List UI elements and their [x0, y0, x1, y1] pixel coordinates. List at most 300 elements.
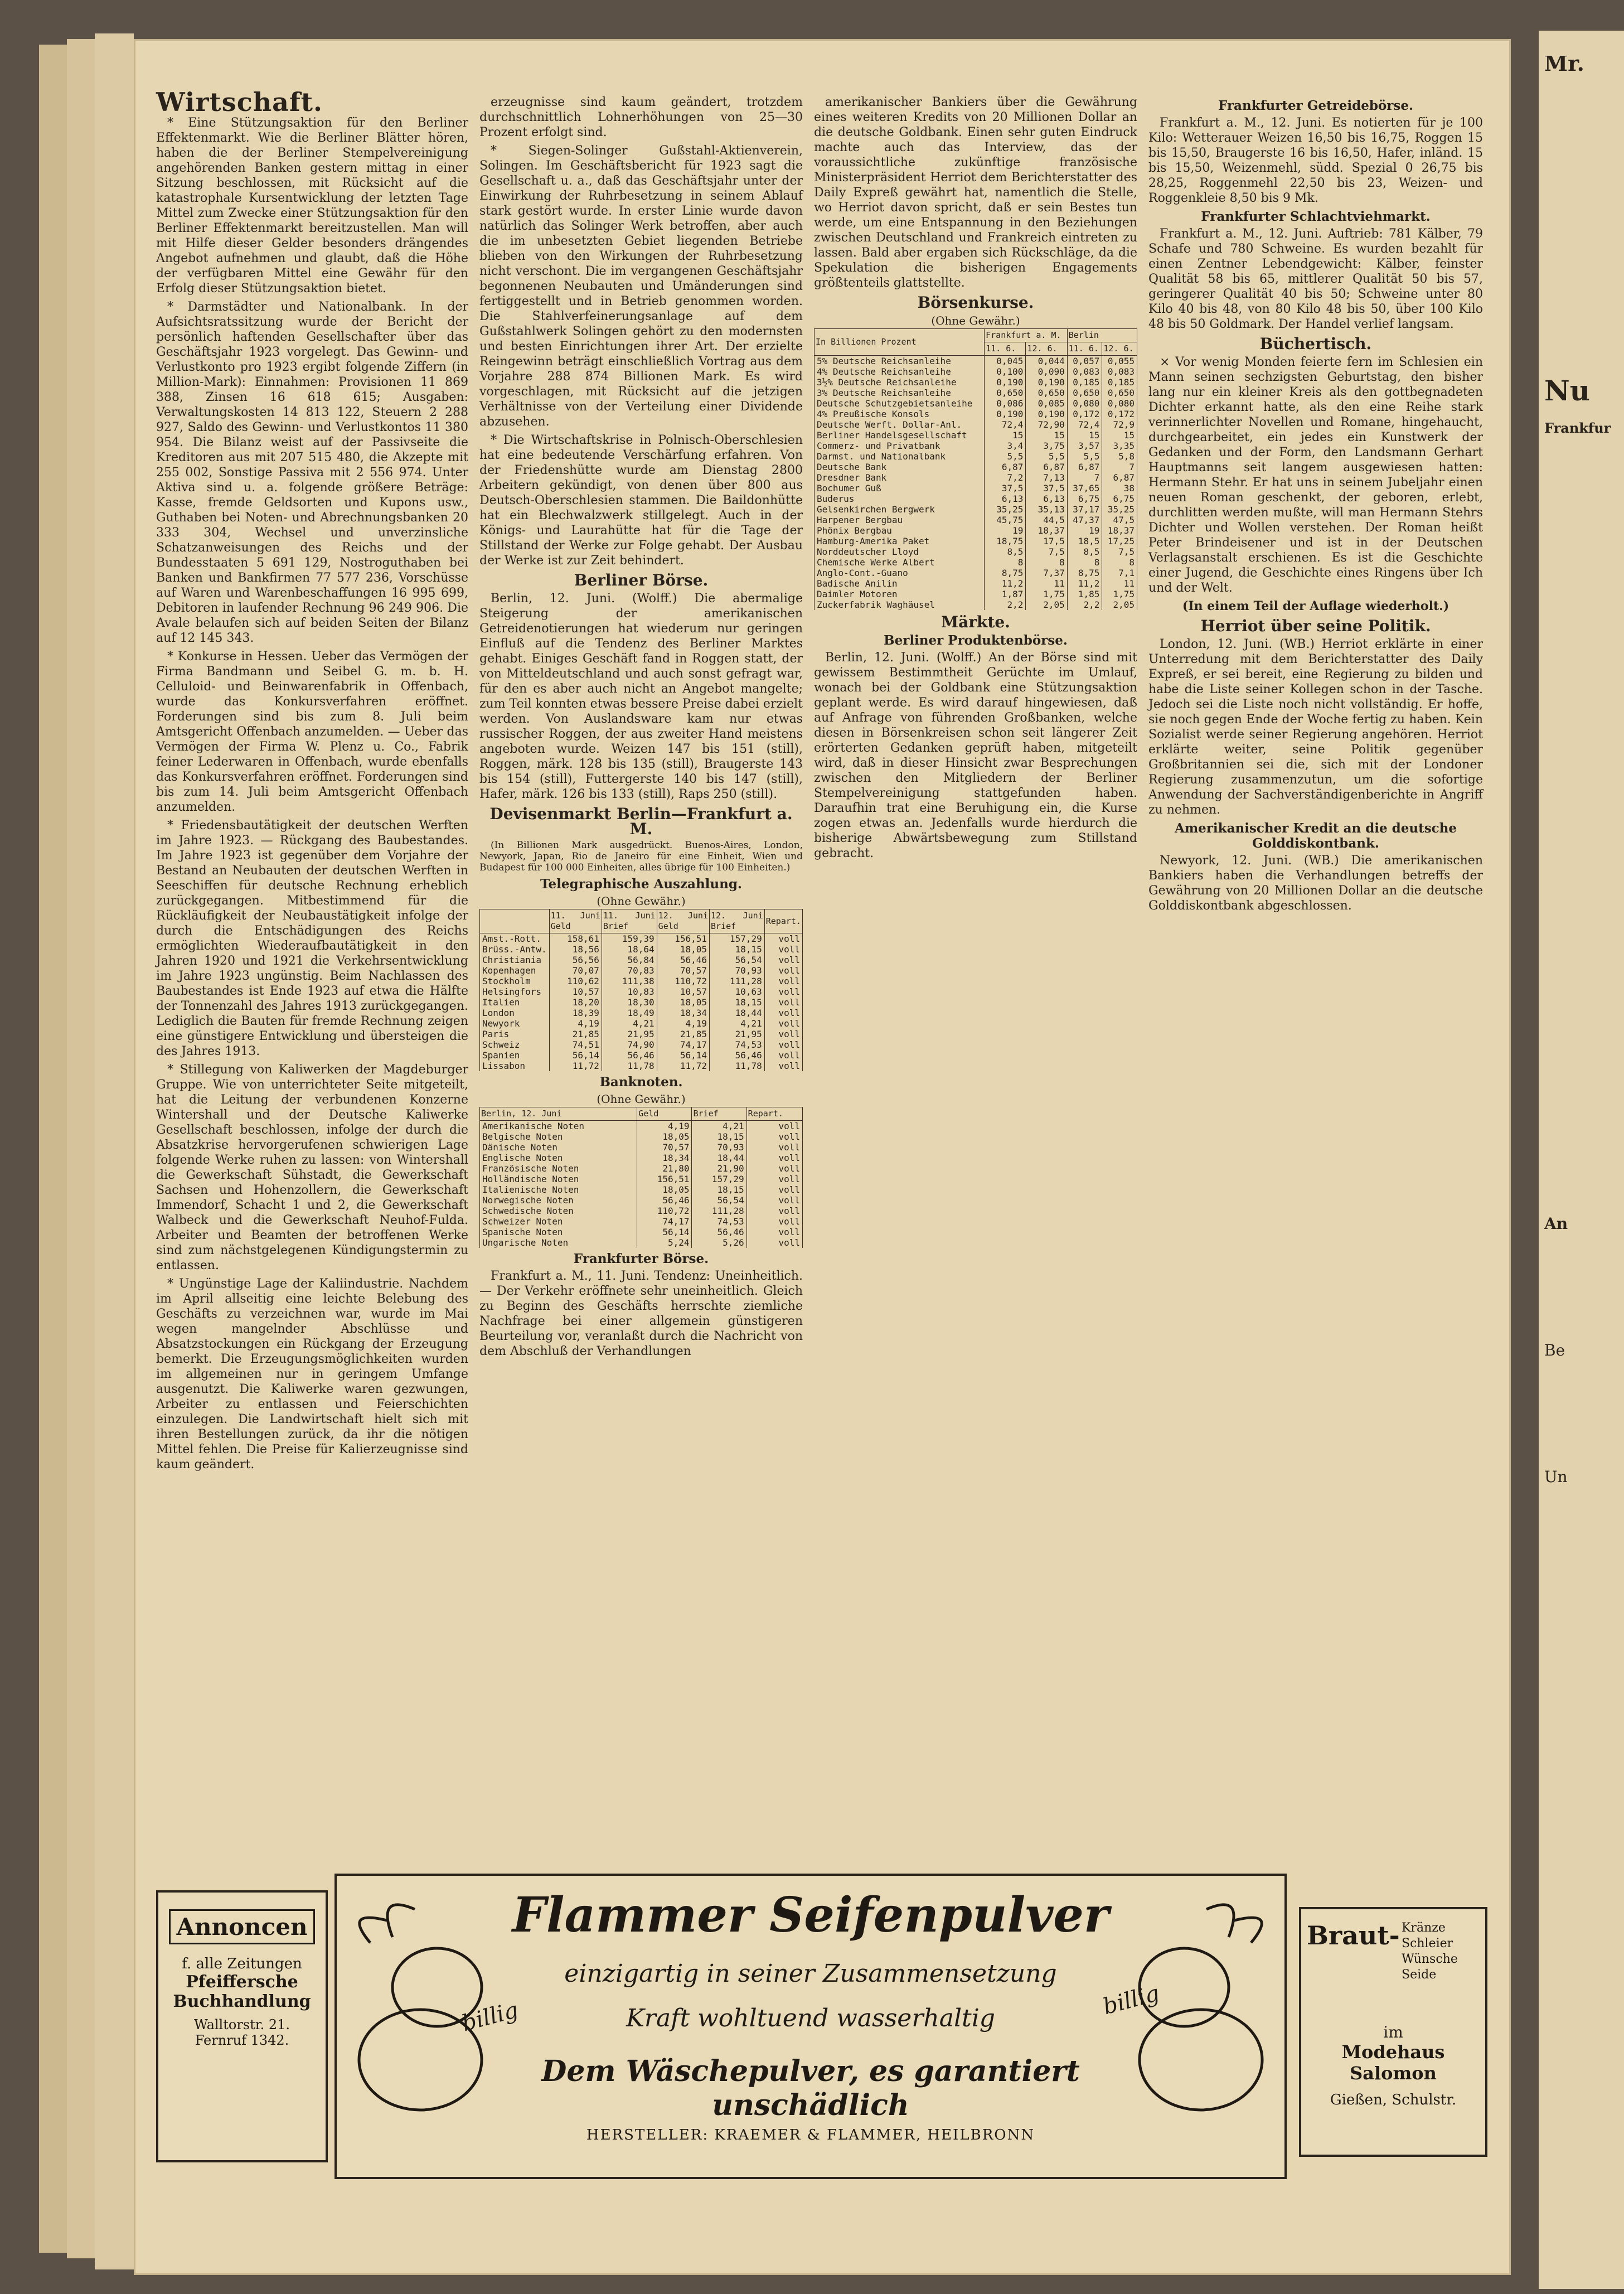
table-cell: 4% Preußische Konsols: [815, 409, 985, 419]
table-cell: 19: [985, 525, 1026, 536]
table-cell: 8: [985, 557, 1026, 568]
table-cell: 0,190: [985, 409, 1026, 419]
table-cell: 11,72: [657, 1061, 709, 1071]
table-cell: 157,29: [709, 933, 764, 945]
table-row: [480, 997, 803, 1008]
table-cell: 21,85: [549, 1029, 602, 1039]
table-cell: voll: [764, 1008, 802, 1018]
subheading-devisenmarkt: Devisenmarkt Berlin—Frankfurt a. M.: [489, 805, 793, 838]
table-cell: 18,75: [985, 536, 1026, 546]
table-cell: 56,46: [637, 1195, 692, 1206]
table-cell: 5,5: [1026, 451, 1067, 462]
table-cell: 18,15: [709, 997, 764, 1008]
table-cell: 0,190: [985, 377, 1026, 388]
ad-annoncen: [156, 1890, 328, 2162]
table-cell: Dresdner Bank: [815, 472, 985, 483]
table-cell: 5,26: [692, 1237, 746, 1248]
table-cell: voll: [764, 944, 802, 955]
table-cell: 0,080: [1067, 398, 1102, 409]
table-cell: 74,17: [637, 1216, 692, 1227]
table-row: [480, 944, 803, 955]
table-row: [815, 557, 1137, 568]
table-cell: 7,2: [985, 472, 1026, 483]
table-cell: 10,63: [709, 986, 764, 997]
table-header: Berlin: [1067, 329, 1137, 342]
table-cell: 3,35: [1102, 441, 1137, 451]
table-row: [480, 1184, 803, 1195]
table-cell: 18,34: [657, 1008, 709, 1018]
table-cell: voll: [746, 1121, 802, 1132]
table-cell: 6,75: [1102, 493, 1137, 504]
ad-line: Kränze: [1402, 1921, 1446, 1935]
ad-line: Seide: [1402, 1968, 1437, 1982]
table-cell: 0,085: [1026, 398, 1067, 409]
table-cell: London: [480, 1008, 550, 1018]
table-cell: 70,93: [709, 965, 764, 976]
table-cell: 70,93: [692, 1142, 746, 1153]
table-row: [815, 525, 1137, 536]
table-cell: 0,086: [985, 398, 1026, 409]
table-row: [815, 599, 1137, 610]
article-getreideboerse: Frankfurt a. M., 12. Juni. Es notierten für je 100 Kilo: Wetterauer Weizen 16,50 bis 16,75, Roggen 15 bis 15,50, Braugerste 16 bis 16,50, Hafer, inländ. 15 bis 15,50, Weizenmehl, südd. Spezial 0 26,75 bis 28,25, Roggenmehl 22,50 bis 23, Weizen- und Roggenkleie 8,50 bis 9 Mk.: [1148, 116, 1483, 205]
table-row: [480, 965, 803, 976]
table-header: 11. 6.: [985, 342, 1026, 356]
table-cell: Schwedische Noten: [480, 1206, 637, 1216]
table-row: [480, 1039, 803, 1050]
table-cell: 18,39: [549, 1008, 602, 1018]
table-cell: 2,05: [1026, 599, 1067, 610]
table-cell: 1,85: [1067, 589, 1102, 599]
subheading-buechertisch: Büchertisch.: [1259, 335, 1372, 353]
table-cell: voll: [746, 1206, 802, 1216]
table-cell: 0,650: [1102, 388, 1137, 398]
table-cell: 35,25: [1102, 504, 1137, 515]
table-cell: 8,5: [1067, 546, 1102, 557]
table-header: Geld: [637, 1107, 692, 1121]
table-row: [480, 1227, 803, 1237]
table-cell: 15: [985, 430, 1026, 441]
table-cell: 5% Deutsche Reichsanleihe: [815, 356, 985, 367]
table-row: [815, 578, 1137, 589]
table-header: [480, 909, 550, 933]
section-heading: Wirtschaft.: [156, 87, 323, 117]
table-row: [815, 398, 1137, 409]
table-cell: 47,37: [1067, 515, 1102, 525]
table-header: Frankfurt a. M.: [985, 329, 1068, 342]
table-cell: Buderus: [815, 493, 985, 504]
article-frankfurter-boerse: Frankfurt a. M., 11. Juni. Tendenz: Uneinheitlich. — Der Verkehr eröffnete sehr uneinheitlich. Gleich zu Beginn des Geschäfts herrschte ziemliche Nachfrage bei einer allgemein günstigeren Beurteilung vor, veranlaßt durch die Nachricht von dem Abschluß der Verhandlungen: [479, 1269, 803, 1358]
table-row: [480, 1174, 803, 1184]
table-cell: 3,4: [985, 441, 1026, 451]
newspaper-page: [134, 39, 1511, 2275]
table-cell: 1,75: [1102, 589, 1137, 599]
table-row: [815, 441, 1137, 451]
table-cell: 1,75: [1026, 589, 1067, 599]
table-header: 11. Juni Brief: [602, 909, 657, 933]
table-cell: Daimler Motoren: [815, 589, 985, 599]
article-continued: erzeugnisse sind kaum geändert, trotzdem durchschnittlich Lohnerhöhungen von 25—30 Prozent erfolgt sind.: [479, 95, 803, 139]
table-cell: 56,46: [602, 1050, 657, 1061]
table-cell: voll: [746, 1142, 802, 1153]
table-cell: 6,75: [1067, 493, 1102, 504]
table-cell: 15: [1067, 430, 1102, 441]
table-cell: Brüss.-Antw.: [480, 944, 550, 955]
table-cell: voll: [746, 1153, 802, 1163]
table-cell: Deutsche Schutzgebietsanleihe: [815, 398, 985, 409]
table-cell: 7,37: [1026, 568, 1067, 578]
table-cell: 0,650: [1067, 388, 1102, 398]
table-cell: 0,650: [1026, 388, 1067, 398]
ad-title: Annoncen: [169, 1909, 314, 1944]
table-cell: 0,185: [1102, 377, 1137, 388]
table-cell: 0,172: [1102, 409, 1137, 419]
table-cell: 18,15: [692, 1131, 746, 1142]
ad-line: billig: [459, 1997, 521, 2037]
table-cell: Französische Noten: [480, 1163, 637, 1174]
banknoten-table: [479, 1107, 803, 1248]
table-cell: 19: [1067, 525, 1102, 536]
table-row: [815, 483, 1137, 493]
table-cell: Badische Anilin: [815, 578, 985, 589]
table-cell: voll: [764, 997, 802, 1008]
table-header: 12. Juni Geld: [657, 909, 709, 933]
table-cell: 5,8: [1102, 451, 1137, 462]
table-cell: Gelsenkirchen Bergwerk: [815, 504, 985, 515]
table-cell: 4,21: [692, 1121, 746, 1132]
adjacent-fragment: Frankfur: [1544, 420, 1611, 436]
page-stack-edge: [95, 33, 134, 2269]
table-cell: 3% Deutsche Reichsanleihe: [815, 388, 985, 398]
table-header: Repart.: [746, 1107, 802, 1121]
table-header: Berlin, 12. Juni: [480, 1107, 637, 1121]
table-cell: voll: [746, 1195, 802, 1206]
subheading-telegraphische: Telegraphische Auszahlung.: [540, 877, 742, 892]
table-cell: 3,75: [1026, 441, 1067, 451]
table-cell: 7: [1102, 462, 1137, 472]
ad-title: Braut-: [1307, 1920, 1400, 1951]
table-row: [480, 955, 803, 965]
article-herriot: London, 12. Juni. (WB.) Herriot erklärte in einer Unterredung mit dem Berichterstatter des Daily Expreß, er sei bereit, eine Regierung zu bilden und habe die Liste seiner Kollegen schon in der Tasche. Jedoch sei die Liste noch nicht vollständig. Er hoffe, sie noch gegen Ende der Woche fertig zu haben. Kein Sozialist werde seiner Regierung angehören. Herriot erklärte weiter, seine Politik gegenüber Großbritannien sei die, sich mit der Londoner Regierung zusammenzutun, um die sofortige Anwendung der Sachverständigenberichte in Angriff zu nehmen.: [1148, 637, 1483, 817]
adjacent-page-text: [1544, 56, 1622, 1484]
article-konkurse-hessen: * Konkurse in Hessen. Ueber das Vermögen der Firma Bandmann und Seibel G. m. b. H. Celluloid- und Beinwarenfabrik in Offenbach, wurde das Konkursverfahren eröffnet. Forderungen sind bis zum 8. Juli beim Amtsgericht Offenbach anzumelden. — Ueber das Vermögen der Firma W. Plenz u. Co., Fabrik feiner Lederwaren in Offenbach, wurde ebenfalls das Konkursverfahren eröffnet. Forderungen sind bis zum 14. Juli beim Amtsgericht Offenbach anzumelden.: [156, 650, 468, 814]
table-cell: 156,51: [657, 933, 709, 945]
article-produktenboerse: Berlin, 12. Juni. (Wolff.) An der Börse sind mit gewissem Bestimmtheit Gerüchte im Umlauf, wonach bei der Goldbank eine Stützungsaktion geplant werde. Es wird darauf hingewiesen, daß auf Anfrage von führenden Großbanken, welche diesen in Börsenkreisen schon seit längerer Zeit erörterten Gedanken geprüft haben, mitgeteilt wird, daß in dieser Hinsicht zwar Besprechungen zwischen den Mitgliedern der Berliner Stempelvereinigung stattgefunden haben. Daraufhin trat eine Beruhigung ein, die Kurse zogen etwas an. Jedenfalls wurde hierdurch die bisherige Abwärtsbewegung zum Stillstand gebracht.: [814, 651, 1137, 860]
table-cell: 15: [1102, 430, 1137, 441]
table-row: [815, 536, 1137, 546]
table-cell: 21,95: [602, 1029, 657, 1039]
ad-line: billig: [1100, 1980, 1162, 2020]
table-cell: 21,90: [692, 1163, 746, 1174]
table-cell: 1,87: [985, 589, 1026, 599]
table-cell: voll: [764, 1050, 802, 1061]
table-cell: 7,5: [1026, 546, 1067, 557]
table-cell: 11,2: [1067, 578, 1102, 589]
edition-note: (In einem Teil der Auflage wiederholt.): [1182, 599, 1450, 613]
table-cell: 72,9: [1102, 419, 1137, 430]
table-cell: Chemische Werke Albert: [815, 557, 985, 568]
table-cell: Belgische Noten: [480, 1131, 637, 1142]
table-row: [815, 419, 1137, 430]
table-cell: 0,044: [1026, 356, 1067, 367]
table-cell: Hamburg-Amerika Paket: [815, 536, 985, 546]
table-cell: 4,21: [709, 1018, 764, 1029]
ad-line: Kraft wohltuend wasserhaltig: [626, 2004, 995, 2032]
table-cell: voll: [764, 1029, 802, 1039]
table-cell: 11,78: [709, 1061, 764, 1071]
no-warranty-note: (Ohne Gewähr.): [597, 894, 686, 908]
ad-line: Walltorstr. 21.: [193, 2017, 290, 2032]
table-cell: 6,13: [985, 493, 1026, 504]
devisen-note: (In Billionen Mark ausgedrückt. Buenos-Aires, London, Newyork, Japan, Rio de Janeiro für eine Einheit, Wien und Budapest für 100 000 Einheiten, alles übrige für 100 Einheiten.): [479, 840, 803, 873]
table-cell: Kopenhagen: [480, 965, 550, 976]
table-cell: 18,20: [549, 997, 602, 1008]
table-cell: 11,72: [549, 1061, 602, 1071]
table-cell: Englische Noten: [480, 1153, 637, 1163]
table-cell: 0,083: [1102, 366, 1137, 377]
table-row: [480, 933, 803, 945]
boersenkurse-table: [814, 328, 1137, 610]
table-cell: Ungarische Noten: [480, 1237, 637, 1248]
adjacent-fragment: Be: [1544, 1341, 1565, 1359]
table-cell: 5,5: [985, 451, 1026, 462]
table-cell: 0,045: [985, 356, 1026, 367]
adjacent-fragment: Nu: [1544, 374, 1591, 407]
table-cell: 110,72: [657, 976, 709, 986]
ad-line: Pfeiffersche: [186, 1972, 298, 1992]
table-cell: 157,29: [692, 1174, 746, 1184]
table-cell: 15: [1026, 430, 1067, 441]
table-cell: 10,57: [657, 986, 709, 997]
table-row: [480, 1206, 803, 1216]
table-cell: 56,14: [637, 1227, 692, 1237]
table-cell: 0,055: [1102, 356, 1137, 367]
table-cell: 111,38: [602, 976, 657, 986]
table-cell: 2,2: [1067, 599, 1102, 610]
table-row: [480, 1153, 803, 1163]
table-cell: 70,57: [637, 1142, 692, 1153]
table-header: 11. Juni Geld: [549, 909, 602, 933]
table-cell: 8: [1026, 557, 1067, 568]
ad-line: einzigartig in seiner Zusammensetzung: [564, 1959, 1057, 1988]
table-cell: 6,87: [1102, 472, 1137, 483]
table-cell: 18,34: [637, 1153, 692, 1163]
article-schlachtviehmarkt: Frankfurt a. M., 12. Juni. Auftrieb: 781 Kälber, 79 Schafe und 780 Schweine. Es wurden bezahlt für einen Zentner Lebendgewicht: Kälber, feinster Qualität 58 bis 65, mittlerer Qualität 50 bis 57, geringerer Qualität 40 bis 50; Schweine unter 80 Kilo 40 bis 48, von 80 Kilo 48 bis 50, über 100 Kilo 48 bis 50 Goldmark. Der Handel verlief langsam.: [1148, 227, 1483, 331]
table-cell: 4,19: [637, 1121, 692, 1132]
table-row: [815, 515, 1137, 525]
table-row: [480, 1018, 803, 1029]
advertisement-row: [156, 1874, 1489, 2186]
article-siegen-solinger: * Siegen-Solinger Gußstahl-Aktienverein, Solingen. Im Geschäftsbericht für 1923 sagt die Gesellschaft u. a., daß das Geschäftsjahr unter der Einwirkung der Ruhrbesetzung in seinem Ablauf stark gestört wurde. In erster Linie wurde davon natürlich das Solinger Werk betroffen, aber auch die im unbesetzten Gebiet liegenden Betriebe blieben von den Wirkungen der Ruhrbesetzung nicht verschont. Die im vergangenen Geschäftsjahr begonnenen Neubauten und Umänderungen sind fertiggestellt und in Betrieb genommen worden. Die Stahlverfeinerungsanlage auf dem Gußstahlwerk Solingen gehört zu den modernsten und besten Einrichtungen ihrer Art. Der erzielte Reingewinn beträgt einschließlich Vortrag aus dem Vorjahre 288 874 Billionen Mark. Es wird vorgeschlagen, mit Rücksicht auf die jetzigen Verhältnisse von der Verteilung einer Dividende abzusehen.: [479, 144, 803, 429]
table-cell: Harpener Bergbau: [815, 515, 985, 525]
table-cell: 37,5: [985, 483, 1026, 493]
ad-line: Fernruf 1342.: [195, 2032, 289, 2048]
table-cell: Berliner Handelsgesellschaft: [815, 430, 985, 441]
table-cell: 8,75: [1067, 568, 1102, 578]
table-cell: voll: [746, 1184, 802, 1195]
table-cell: 74,53: [709, 1039, 764, 1050]
table-cell: 72,4: [1067, 419, 1102, 430]
table-cell: 10,57: [549, 986, 602, 997]
table-row: [815, 388, 1137, 398]
table-cell: Dänische Noten: [480, 1142, 637, 1153]
table-cell: 7: [1067, 472, 1102, 483]
article-buechertisch: × Vor wenig Monden feierte fern im Schlesien ein Mann seinen sechzigsten Geburtstag, den bisher lang nur ein kleiner Kreis als den gottbegnadeten Dichter erkannt hatte, als den eine Reihe stark verinnerlichter Novellen und Romane, hingehaucht, durchgearbeitet, ein jedes ein Kunstwerk der Gedanken und der Form, den Landsmann Gerhart Hauptmanns seit langem ausgewiesen hatten: Hermann Stehr. Er hat uns in seinem Jubeljahr einen neuen Roman geschenkt, der geboren, erlebt, durchlitten werden mußte, will man Hermann Stehrs Dichter und Wollen verstehen. Der Roman heißt Peter Brindeisener und ist in der Deutschen Verlagsanstalt erschienen. Es ist die Geschichte einer Jugend, die Geschichte eines Ringens über Ich und der Welt.: [1148, 355, 1483, 595]
table-cell: 18,05: [637, 1131, 692, 1142]
table-cell: 110,62: [549, 976, 602, 986]
table-cell: voll: [764, 1039, 802, 1050]
table-cell: 110,72: [637, 1206, 692, 1216]
table-cell: voll: [764, 976, 802, 986]
table-cell: 6,13: [1026, 493, 1067, 504]
table-cell: 8: [1102, 557, 1137, 568]
table-cell: 6,87: [1026, 462, 1067, 472]
table-cell: 56,46: [692, 1227, 746, 1237]
table-cell: 45,75: [985, 515, 1026, 525]
table-cell: 17,5: [1026, 536, 1067, 546]
subheading-schlachtviehmarkt: Frankfurter Schlachtviehmarkt.: [1201, 209, 1431, 224]
subheading-frankfurter-boerse: Frankfurter Börse.: [573, 1251, 709, 1266]
table-row: [480, 1216, 803, 1227]
table-row: [815, 568, 1137, 578]
table-cell: 56,14: [549, 1050, 602, 1061]
table-cell: Commerz- und Privatbank: [815, 441, 985, 451]
ad-line: Modehaus Salomon: [1341, 2041, 1445, 2084]
table-cell: 4,19: [657, 1018, 709, 1029]
table-cell: 21,95: [709, 1029, 764, 1039]
table-row: [480, 1050, 803, 1061]
table-row: [815, 472, 1137, 483]
table-row: [480, 1131, 803, 1142]
table-cell: Lissabon: [480, 1061, 550, 1071]
ad-line: Dem Wäschepulver, es garantiert unschädlich: [541, 2054, 1080, 2122]
adjacent-fragment: Mr.: [1544, 56, 1584, 76]
table-cell: 18,49: [602, 1008, 657, 1018]
article-darmstaedter-bank: * Darmstädter und Nationalbank. In der Aufsichtsratssitzung wurde der Bericht der persönlich haftenden Gesellschafter über das Geschäftsjahr 1923 vorgelegt. Das Gewinn- und Verlustkonto pro 1923 ergibt folgende Ziffern (in Million-Mark): Einnahmen: Provisionen 11 869 388, Zinsen 16 618 615; Ausgaben: Verwaltungskosten 14 813 122, Steuern 2 288 927, Saldo des Gewinn- und Verlustkontos 11 380 954. Die Bilanz weist auf der Passivseite die Kreditoren aus mit 207 515 480, die Akzepte mit 255 002, Sonstige Passiva mit 2 556 974. Unter Aktiva sind u. a. folgende größere Beträge: Kasse, fremde Geldsorten und Kupons usw., Guthaben bei Noten- und Abrechnungsbanken 20 333 304, Wechsel und unverzinsliche Schatzanweisungen des Reichs und der Bundesstaaten 5 691 129, Nostroguthaben bei Banken und Bankfirmen 77 577 236, Vorschüsse auf Waren und Warenbeschaffungen 16 995 699, Debitoren in laufender Rechnung 96 249 906. Die Avale belaufen sich auf beiden Seiten der Bilanz auf 12 145 343.: [156, 300, 468, 645]
table-cell: 56,54: [692, 1195, 746, 1206]
table-cell: 10,83: [602, 986, 657, 997]
table-cell: 37,17: [1067, 504, 1102, 515]
table-cell: 56,54: [709, 955, 764, 965]
article-berliner-boerse: Berlin, 12. Juni. (Wolff.) Die abermalige Steigerung der amerikanischen Getreidenotierungen hat wiederum nur geringen Einfluß auf die Tendenz des Berliner Marktes gehabt. Einiges Geschäft fand in Roggen statt, der von Mitteldeutschland und auch sonst gefragt war, für den es aber auch nicht an Angebot mangelte; zum Teil konnten etwas bessere Preise dabei erzielt werden. Von Auslandsware kam nur etwas russischer Roggen, der aus zweiter Hand meistens angeboten wurde. Weizen 147 bis 151 (still), Roggen, märk. 128 bis 135 (still), Braugerste 143 bis 154 (still), Futtergerste 140 bis 147 (still), Hafer, märk. 126 bis 133 (still), Raps 250 (still).: [479, 592, 803, 801]
table-header: 12. Juni Brief: [709, 909, 764, 933]
table-cell: 8: [1067, 557, 1102, 568]
table-cell: Darmst. und Nationalbank: [815, 451, 985, 462]
table-cell: 4,21: [602, 1018, 657, 1029]
table-cell: 0,090: [1026, 366, 1067, 377]
table-cell: voll: [764, 933, 802, 945]
table-header: In Billionen Prozent: [815, 329, 985, 356]
table-cell: 156,51: [637, 1174, 692, 1184]
table-cell: 18,37: [1102, 525, 1137, 536]
table-cell: 11: [1102, 578, 1137, 589]
table-row: [480, 1142, 803, 1153]
table-cell: 6,87: [985, 462, 1026, 472]
table-cell: 35,13: [1026, 504, 1067, 515]
table-cell: 35,25: [985, 504, 1026, 515]
table-row: [480, 1237, 803, 1248]
devisen-table: [479, 909, 803, 1071]
table-cell: 18,5: [1067, 536, 1102, 546]
table-cell: 6,87: [1067, 462, 1102, 472]
ad-line: Gießen, Schulstr.: [1330, 2092, 1457, 2108]
table-cell: voll: [764, 986, 802, 997]
table-cell: 21,85: [657, 1029, 709, 1039]
table-row: [815, 493, 1137, 504]
table-cell: 56,56: [549, 955, 602, 965]
article-kaliwerke: * Stillegung von Kaliwerken der Magdeburger Gruppe. Wie von unterrichteter Seite mitgeteilt, hat die Leitung der verbundenen Konzerne Wintershall und der Deutsche Kaliwerke Gesellschaft beschlossen, infolge der durch die Absatzkrise hervorgerufenen schwierigen Lage folgende Werke ruhen zu lassen: von Wintershall die Gewerkschaft Sühstadt, die Gewerkschaft Sachsen und Hohenzollern, die Gewerkschaft Immendorf, Schacht 1 und 2, die Gewerkschaft Walbeck und die Gewerkschaft Neuhof-Fulda. Arbeiter und Beamten der betroffenen Werke sind zum nächstgelegenen Kündigungstermin zu entlassen.: [156, 1063, 468, 1272]
table-cell: 0,190: [1026, 409, 1067, 419]
table-cell: Schweiz: [480, 1039, 550, 1050]
table-cell: 18,05: [657, 944, 709, 955]
table-row: [480, 1029, 803, 1039]
table-cell: voll: [746, 1163, 802, 1174]
table-cell: 0,080: [1102, 398, 1137, 409]
table-cell: 18,15: [692, 1184, 746, 1195]
table-cell: 158,61: [549, 933, 602, 945]
subheading-boersenkurse: Börsenkurse.: [917, 293, 1034, 312]
table-header: Brief: [692, 1107, 746, 1121]
table-row: [815, 356, 1137, 367]
table-cell: 18,64: [602, 944, 657, 955]
table-cell: 18,30: [602, 997, 657, 1008]
table-cell: Spanische Noten: [480, 1227, 637, 1237]
article-oberschlesien: * Die Wirtschaftskrise in Polnisch-Oberschlesien hat eine bedeutende Verschärfung erfahren. Von der Friedenshütte wurde am Dienstag 2800 Arbeitern gekündigt, von denen über 800 aus Deutsch-Oberschlesien stammen. Die Baildonhütte hat ein Blechwalzwerk stillgelegt. Auch in der Königs- und Laurahütte hat für die Tage der Stillstand der Werke zur Folge gehabt. Der Ausbau der Werke ist zur Zeit behindert.: [479, 433, 803, 568]
table-cell: Christiania: [480, 955, 550, 965]
table-row: [815, 377, 1137, 388]
table-cell: 70,83: [602, 965, 657, 976]
table-cell: Helsingfors: [480, 986, 550, 997]
table-row: [815, 462, 1137, 472]
table-cell: 111,28: [692, 1206, 746, 1216]
table-row: [480, 1121, 803, 1132]
column-4: [1148, 95, 1483, 917]
table-cell: Italienische Noten: [480, 1184, 637, 1195]
table-cell: 21,80: [637, 1163, 692, 1174]
table-cell: Anglo-Cont.-Guano: [815, 568, 985, 578]
table-row: [815, 451, 1137, 462]
article-kaliindustrie: * Ungünstige Lage der Kaliindustrie. Nachdem im April allseitig eine leichte Belebung des Geschäfts zu verzeichnen war, wurde im Mai wegen mangelnder Abschlüsse und Absatzstockungen ein Rückgang der Erzeugung bemerkt. Die Erzeugungsmöglichkeiten wurden im allgemeinen nur in geringem Umfange ausgenutzt. Die Kaliwerke waren gezwungen, Arbeiter zu entlassen und Feierschichten einzulegen. Die Landwirtschaft hielt sich mit ihren Bestellungen zurück, da ihr die nötigen Mittel fehlen. Die Preise für Kalierzeugnisse sind kaum geändert.: [156, 1277, 468, 1472]
table-cell: 18,44: [692, 1153, 746, 1163]
ad-line: f. alle Zeitungen: [182, 1956, 302, 1972]
adjacent-fragment: Un: [1544, 1468, 1568, 1484]
table-cell: 0,100: [985, 366, 1026, 377]
table-cell: 44,5: [1026, 515, 1067, 525]
table-cell: Phönix Bergbau: [815, 525, 985, 536]
table-cell: Stockholm: [480, 976, 550, 986]
table-row: [815, 589, 1137, 599]
table-row: [815, 504, 1137, 515]
table-cell: 3,57: [1067, 441, 1102, 451]
table-cell: 17,25: [1102, 536, 1137, 546]
column-1: [156, 87, 468, 1475]
table-cell: 0,083: [1067, 366, 1102, 377]
table-cell: Norddeutscher Lloyd: [815, 546, 985, 557]
article-amerikanischer-kredit: Newyork, 12. Juni. (WB.) Die amerikanischen Bankiers haben die Verhandlungen betreffs der Gewährung von 20 Millionen Dollar an die deutsche Golddiskontbank abgeschlossen.: [1148, 854, 1483, 913]
table-cell: 2,05: [1102, 599, 1137, 610]
table-cell: 2,2: [985, 599, 1026, 610]
article-stuetzungsaktion: * Eine Stützungsaktion für den Berliner Effektenmarkt. Wie die Berliner Blätter hören, haben die der Berliner Stempelvereinigung angehörenden Banken gestern mittag in einer Sitzung beschlossen, mit Rücksicht auf die katastrophale Kursentwicklung der letzten Tage Mittel zum Zwecke einer Stützungsaktion für den Berliner Effektenmarkt bereitzustellen. Man will mit Hilfe dieser Gelder besonders drängendes Angebot aufnehmen und glaubt, daß die Höhe der verfügbaren Mittel eine Gewähr für den Erfolg dieser Stützungsaktion bietet.: [156, 116, 468, 296]
table-cell: 18,56: [549, 944, 602, 955]
table-row: [480, 986, 803, 997]
table-cell: voll: [764, 955, 802, 965]
table-cell: Italien: [480, 997, 550, 1008]
table-cell: 11,2: [985, 578, 1026, 589]
table-cell: 74,51: [549, 1039, 602, 1050]
subheading-amerikanischer-kredit: Amerikanischer Kredit an die deutsche Golddiskontbank.: [1174, 821, 1457, 851]
table-header: Repart.: [764, 909, 802, 933]
table-cell: 74,53: [692, 1216, 746, 1227]
table-cell: Schweizer Noten: [480, 1216, 637, 1227]
